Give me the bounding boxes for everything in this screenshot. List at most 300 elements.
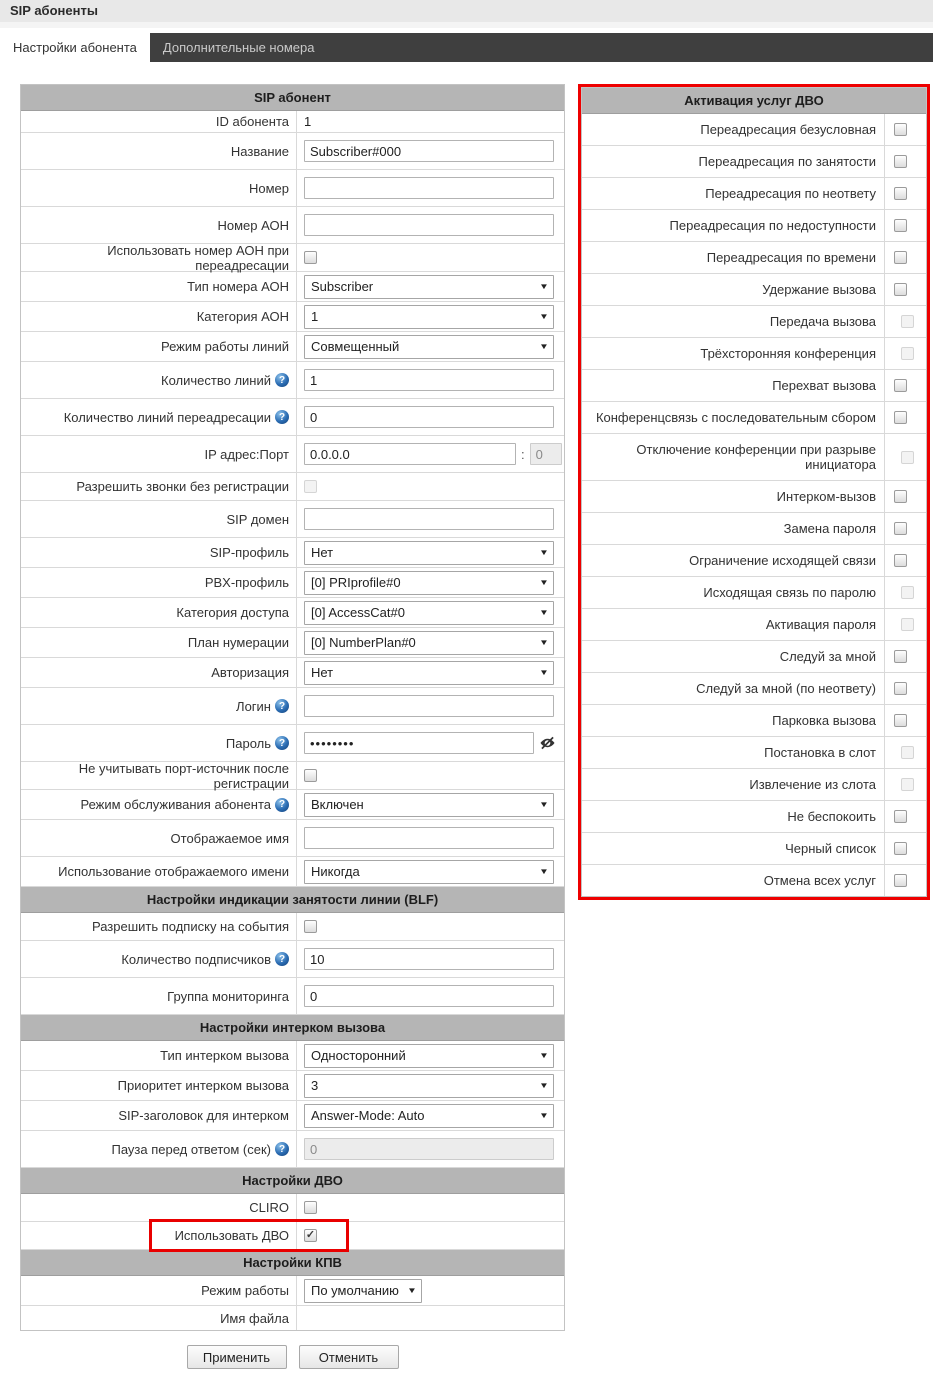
blacklist-label: Черный список: [582, 833, 885, 864]
authorization-select[interactable]: [304, 661, 554, 685]
conference-end-on-initiator-checkbox: [901, 451, 914, 464]
display-name-label: Отображаемое имя: [170, 830, 289, 846]
kpv-mode-label: Режим работы: [201, 1283, 289, 1298]
sip-subscriber-form: [20, 84, 565, 1331]
dvo-row-slot-retrieve: [582, 769, 926, 801]
cell-password-activation: [885, 609, 926, 640]
subscriber-count-label: Количество подписчиков: [121, 951, 271, 967]
answer-pause-label: Пауза перед ответом (сек): [111, 1141, 271, 1157]
form-row-file-name: [21, 1306, 564, 1330]
label-authorization: [21, 658, 297, 687]
field-authorization: [297, 658, 564, 687]
allow-event-subscription-checkbox[interactable]: [304, 920, 317, 933]
tab-additional-numbers[interactable]: Дополнительные номера: [162, 40, 315, 55]
answer-pause-input: [304, 1138, 554, 1160]
chevron-down-icon: ▼: [539, 312, 549, 321]
form-row-monitoring-group: [21, 978, 564, 1015]
chevron-down-icon: ▼: [539, 548, 549, 557]
cid-number-label: Номер АОН: [217, 217, 289, 233]
pbx-profile-label: PBX-профиль: [204, 575, 289, 590]
form-row-login: [21, 688, 564, 725]
numbering-plan-label: План нумерации: [187, 635, 289, 650]
cid-type-selected-value: Subscriber: [311, 279, 374, 294]
cid-type-select[interactable]: [304, 275, 554, 299]
dvo-row-blacklist: [582, 833, 926, 865]
cid-category-label: Категория АОН: [196, 309, 289, 324]
ip-port-label: IP адрес:Порт: [204, 446, 289, 462]
cf-time-checkbox[interactable]: [894, 251, 907, 264]
label-login: [21, 688, 297, 724]
field-kpv-mode: [297, 1276, 564, 1305]
forward-line-count-label: Количество линий переадресации: [63, 409, 271, 425]
dvo-row-outgoing-by-password: [582, 577, 926, 609]
file-name-label: Имя файла: [220, 1310, 289, 1326]
subscriber-name-label: Название: [230, 143, 289, 159]
access-category-selected-value: [0] AccessCat#0: [311, 605, 405, 620]
cell-intercom-call: [885, 481, 926, 512]
field-use-cid-on-forward: [297, 244, 564, 271]
field-intercom-type: [297, 1041, 564, 1070]
section-header-dvo-settings: Настройки ДВО: [21, 1168, 564, 1194]
sip-domain-input[interactable]: [304, 508, 554, 530]
dvo-row-call-pickup: [582, 370, 926, 402]
field-password: [297, 725, 564, 761]
serial-conference-label: Конференцсвязь с последовательным сбором: [582, 402, 885, 433]
cell-slot-retrieve: [885, 769, 926, 800]
form-row-kpv-mode: [21, 1276, 564, 1306]
cf-unavailable-checkbox[interactable]: [894, 219, 907, 232]
label-access-category: [21, 598, 297, 627]
cf-unconditional-label: Переадресация безусловная: [582, 114, 885, 145]
allow-unregistered-calls-label: Разрешить звонки без регистрации: [76, 479, 289, 494]
field-subscriber-count: [297, 941, 564, 977]
slot-retrieve-label: Извлечение из слота: [582, 769, 885, 800]
label-file-name: [21, 1306, 297, 1330]
line-mode-selected-value: Совмещенный: [311, 339, 400, 354]
label-number: [21, 170, 297, 206]
label-subscriber-count: [21, 941, 297, 977]
display-name-usage-selected-value: Никогда: [311, 864, 360, 879]
dvo-row-intercom-call: [582, 481, 926, 513]
access-category-select[interactable]: [304, 601, 554, 625]
cell-slot-put: [885, 737, 926, 768]
line-count-input[interactable]: [304, 369, 554, 391]
intercom-call-label: Интерком-вызов: [582, 481, 885, 512]
cell-cf-time: [885, 242, 926, 273]
service-mode-selected-value: Включен: [311, 797, 364, 812]
slot-retrieve-checkbox: [901, 778, 914, 791]
field-allow-unregistered-calls: [297, 473, 564, 500]
display-name-input[interactable]: [304, 827, 554, 849]
form-row-intercom-sip-header: [21, 1101, 564, 1131]
field-allow-event-subscription: [297, 913, 564, 940]
slot-put-checkbox: [901, 746, 914, 759]
label-cid-type: [21, 272, 297, 301]
field-monitoring-group: [297, 978, 564, 1014]
label-ip-port: [21, 436, 297, 472]
chevron-down-icon: ▼: [539, 668, 549, 677]
pbx-profile-select[interactable]: [304, 571, 554, 595]
form-row-number: [21, 170, 564, 207]
ignore-source-port-checkbox[interactable]: [304, 769, 317, 782]
blacklist-checkbox[interactable]: [894, 842, 907, 855]
call-transfer-label: Передача вызова: [582, 306, 885, 337]
allow-unregistered-calls-checkbox: [304, 480, 317, 493]
slot-put-label: Постановка в слот: [582, 737, 885, 768]
cid-category-selected-value: 1: [311, 309, 319, 324]
field-forward-line-count: [297, 399, 564, 435]
dvo-row-slot-put: [582, 737, 926, 769]
do-not-disturb-label: Не беспокоить: [582, 801, 885, 832]
form-row-sip-profile: [21, 538, 564, 568]
subscriber-id-label: ID абонента: [215, 114, 289, 129]
label-sip-domain: [21, 501, 297, 537]
intercom-priority-selected-value: 3: [311, 1078, 319, 1093]
field-line-count: [297, 362, 564, 398]
follow-me-no-answer-label: Следуй за мной (по неответу): [582, 673, 885, 704]
field-service-mode: [297, 790, 564, 819]
pbx-profile-selected-value: [0] PRIprofile#0: [311, 575, 401, 590]
form-row-pbx-profile: [21, 568, 564, 598]
field-pbx-profile: [297, 568, 564, 597]
form-row-password: [21, 725, 564, 762]
cell-call-parking: [885, 705, 926, 736]
form-row-allow-unregistered-calls: [21, 473, 564, 501]
label-numbering-plan: [21, 628, 297, 657]
label-cid-category: [21, 302, 297, 331]
intercom-sip-header-label: SIP-заголовок для интерком: [118, 1108, 289, 1123]
dvo-row-serial-conference: [582, 402, 926, 434]
intercom-type-label: Тип интерком вызова: [160, 1048, 289, 1063]
chevron-down-icon: ▼: [539, 800, 549, 809]
cell-do-not-disturb: [885, 801, 926, 832]
form-row-line-mode: [21, 332, 564, 362]
field-subscriber-id: [297, 111, 564, 132]
cid-type-label: Тип номера АОН: [187, 279, 289, 294]
use-dvo-checkbox[interactable]: [304, 1229, 317, 1242]
use-cid-on-forward-label: Использовать номер АОН при переадресации: [107, 242, 289, 273]
display-name-usage-select[interactable]: [304, 860, 554, 884]
form-row-access-category: [21, 598, 564, 628]
form-row-intercom-priority: [21, 1071, 564, 1101]
cf-no-answer-label: Переадресация по неответу: [582, 178, 885, 209]
label-service-mode: [21, 790, 297, 819]
dvo-services-header: Активация услуг ДВО: [582, 88, 926, 114]
access-category-label: Категория доступа: [176, 605, 289, 620]
help-icon[interactable]: ?: [275, 952, 289, 966]
cell-password-change: [885, 513, 926, 544]
form-row-subscriber-count: [21, 941, 564, 978]
outgoing-by-password-checkbox: [901, 586, 914, 599]
cell-conference-end-on-initiator: [885, 434, 926, 480]
subscriber-count-input[interactable]: [304, 948, 554, 970]
allow-event-subscription-label: Разрешить подписку на события: [91, 919, 289, 934]
form-row-line-count: [21, 362, 564, 399]
sip-profile-selected-value: Нет: [311, 545, 334, 560]
label-forward-line-count: [21, 399, 297, 435]
cell-cf-unavailable: [885, 210, 926, 241]
follow-me-label: Следуй за мной: [582, 641, 885, 672]
field-display-name-usage: [297, 857, 564, 886]
field-intercom-priority: [297, 1071, 564, 1100]
tab-bar: [0, 33, 933, 62]
intercom-priority-label: Приоритет интерком вызова: [117, 1078, 289, 1093]
form-row-subscriber-name: [21, 133, 564, 170]
sip-domain-label: SIP домен: [226, 511, 289, 527]
label-subscriber-id: [21, 111, 297, 132]
intercom-sip-header-selected-value: Answer-Mode: Auto: [311, 1108, 425, 1123]
service-mode-select[interactable]: [304, 793, 554, 817]
login-label: Логин: [236, 698, 271, 714]
intercom-sip-header-select[interactable]: [304, 1104, 554, 1128]
subscriber-settings-column: [20, 84, 565, 1383]
dvo-row-conference-end-on-initiator: [582, 434, 926, 481]
label-use-dvo: [21, 1222, 297, 1249]
chevron-down-icon: ▼: [539, 867, 549, 876]
number-label: Номер: [248, 180, 289, 196]
numbering-plan-selected-value: [0] NumberPlan#0: [311, 635, 416, 650]
dvo-row-password-activation: [582, 609, 926, 641]
kpv-mode-selected-value: По умолчанию: [311, 1283, 399, 1298]
cell-cf-busy: [885, 146, 926, 177]
cf-unconditional-checkbox[interactable]: [894, 123, 907, 136]
cell-outgoing-restriction: [885, 545, 926, 576]
cancel-all-services-checkbox[interactable]: [894, 874, 907, 887]
cliro-checkbox[interactable]: [304, 1201, 317, 1214]
form-row-display-name: [21, 820, 564, 857]
numbering-plan-select[interactable]: [304, 631, 554, 655]
cell-call-transfer: [885, 306, 926, 337]
section-header-sip-subscriber: SIP абонент: [21, 85, 564, 111]
password-activation-label: Активация пароля: [582, 609, 885, 640]
eye-slash-icon[interactable]: [539, 736, 556, 750]
cancel-button[interactable]: Отменить: [299, 1345, 399, 1369]
help-icon[interactable]: ?: [275, 798, 289, 812]
do-not-disturb-checkbox[interactable]: [894, 810, 907, 823]
form-row-allow-event-subscription: [21, 913, 564, 941]
dvo-row-call-parking: [582, 705, 926, 737]
help-icon[interactable]: ?: [275, 373, 289, 387]
call-hold-label: Удержание вызова: [582, 274, 885, 305]
conference-end-on-initiator-label: Отключение конференции при разрыве инициатора: [582, 434, 885, 480]
label-monitoring-group: [21, 978, 297, 1014]
dvo-services-column: [578, 84, 930, 900]
apply-button[interactable]: Применить: [187, 1345, 287, 1369]
forward-line-count-input[interactable]: [304, 406, 554, 428]
label-sip-profile: [21, 538, 297, 567]
call-parking-checkbox[interactable]: [894, 714, 907, 727]
dvo-row-follow-me-no-answer: [582, 673, 926, 705]
three-way-conference-label: Трёхсторонняя конференция: [582, 338, 885, 369]
form-row-cid-type: [21, 272, 564, 302]
colon-separator: :: [521, 446, 525, 462]
chevron-down-icon: ▼: [539, 1051, 549, 1060]
cf-busy-checkbox[interactable]: [894, 155, 907, 168]
dvo-services-table: [581, 87, 927, 897]
field-number: [297, 170, 564, 206]
outgoing-restriction-checkbox[interactable]: [894, 554, 907, 567]
chevron-down-icon: ▼: [539, 1111, 549, 1120]
label-intercom-sip-header: [21, 1101, 297, 1130]
dvo-row-cancel-all-services: [582, 865, 926, 896]
form-row-numbering-plan: [21, 628, 564, 658]
cf-time-label: Переадресация по времени: [582, 242, 885, 273]
help-icon[interactable]: ?: [275, 410, 289, 424]
field-sip-domain: [297, 501, 564, 537]
display-name-usage-label: Использование отображаемого имени: [58, 864, 289, 879]
cid-category-select[interactable]: [304, 305, 554, 329]
dvo-row-call-hold: [582, 274, 926, 306]
label-line-count: [21, 362, 297, 398]
chevron-down-icon: ▼: [539, 578, 549, 587]
intercom-call-checkbox[interactable]: [894, 490, 907, 503]
form-row-intercom-type: [21, 1041, 564, 1071]
cf-no-answer-checkbox[interactable]: [894, 187, 907, 200]
form-row-display-name-usage: [21, 857, 564, 887]
dvo-row-do-not-disturb: [582, 801, 926, 833]
label-line-mode: [21, 332, 297, 361]
authorization-label: Авторизация: [211, 665, 289, 680]
cancel-all-services-label: Отмена всех услуг: [582, 865, 885, 896]
follow-me-no-answer-checkbox[interactable]: [894, 682, 907, 695]
form-row-use-dvo: [21, 1222, 564, 1250]
call-transfer-checkbox: [901, 315, 914, 328]
line-count-label: Количество линий: [161, 372, 271, 388]
password-activation-checkbox: [901, 618, 914, 631]
cf-unavailable-label: Переадресация по недоступности: [582, 210, 885, 241]
field-file-name: [297, 1306, 564, 1330]
content-area: [0, 62, 933, 1383]
dvo-row-cf-unconditional: [582, 114, 926, 146]
label-pbx-profile: [21, 568, 297, 597]
password-change-checkbox[interactable]: [894, 522, 907, 535]
label-subscriber-name: [21, 133, 297, 169]
call-hold-checkbox[interactable]: [894, 283, 907, 296]
cell-follow-me-no-answer: [885, 673, 926, 704]
field-cliro: [297, 1194, 564, 1221]
dvo-row-cf-unavailable: [582, 210, 926, 242]
three-way-conference-checkbox: [901, 347, 914, 360]
number-input[interactable]: [304, 177, 554, 199]
serial-conference-checkbox[interactable]: [894, 411, 907, 424]
authorization-selected-value: Нет: [311, 665, 334, 680]
field-subscriber-name: [297, 133, 564, 169]
call-pickup-label: Перехват вызова: [582, 370, 885, 401]
label-password: [21, 725, 297, 761]
titlebar-strip: [0, 22, 933, 28]
cell-cf-unconditional: [885, 114, 926, 145]
dvo-row-call-transfer: [582, 306, 926, 338]
help-icon[interactable]: ?: [275, 1142, 289, 1156]
chevron-down-icon: ▼: [407, 1286, 417, 1295]
cell-call-hold: [885, 274, 926, 305]
field-sip-profile: [297, 538, 564, 567]
subscriber-name-input[interactable]: [304, 140, 554, 162]
form-row-cid-number: [21, 207, 564, 244]
cell-cf-no-answer: [885, 178, 926, 209]
label-display-name-usage: [21, 857, 297, 886]
ip-port-address-input[interactable]: [304, 443, 516, 465]
dvo-services-highlight-frame: [578, 84, 930, 900]
field-intercom-sip-header: [297, 1101, 564, 1130]
use-cid-on-forward-checkbox[interactable]: [304, 251, 317, 264]
outgoing-by-password-label: Исходящая связь по паролю: [582, 577, 885, 608]
cid-number-input[interactable]: [304, 214, 554, 236]
cliro-label: CLIRO: [249, 1200, 289, 1215]
form-actions: [20, 1345, 565, 1383]
follow-me-checkbox[interactable]: [894, 650, 907, 663]
dvo-row-outgoing-restriction: [582, 545, 926, 577]
section-header-blf-settings: Настройки индикации занятости линии (BLF): [21, 887, 564, 913]
monitoring-group-label: Группа мониторинга: [167, 988, 289, 1004]
field-cid-number: [297, 207, 564, 243]
cell-cancel-all-services: [885, 865, 926, 896]
monitoring-group-input[interactable]: [304, 985, 554, 1007]
help-icon[interactable]: ?: [275, 736, 289, 750]
line-mode-select[interactable]: [304, 335, 554, 359]
form-row-use-cid-on-forward: [21, 244, 564, 272]
help-icon[interactable]: ?: [275, 699, 289, 713]
kpv-mode-select[interactable]: [304, 1279, 422, 1303]
cell-outgoing-by-password: [885, 577, 926, 608]
chevron-down-icon: ▼: [539, 1081, 549, 1090]
field-numbering-plan: [297, 628, 564, 657]
cell-serial-conference: [885, 402, 926, 433]
call-pickup-checkbox[interactable]: [894, 379, 907, 392]
label-use-cid-on-forward: [21, 244, 297, 271]
password-input[interactable]: [304, 732, 534, 754]
dvo-row-follow-me: [582, 641, 926, 673]
outgoing-restriction-label: Ограничение исходящей связи: [582, 545, 885, 576]
section-header-kpv-settings: Настройки КПВ: [21, 1250, 564, 1276]
label-kpv-mode: [21, 1276, 297, 1305]
form-row-subscriber-id: [21, 111, 564, 133]
cf-busy-label: Переадресация по занятости: [582, 146, 885, 177]
chevron-down-icon: ▼: [539, 638, 549, 647]
service-mode-label: Режим обслуживания абонента: [80, 797, 271, 812]
ip-port-port-input: [530, 443, 562, 465]
password-change-label: Замена пароля: [582, 513, 885, 544]
dvo-row-three-way-conference: [582, 338, 926, 370]
cell-follow-me: [885, 641, 926, 672]
field-ignore-source-port: [297, 762, 564, 789]
use-dvo-label: Использовать ДВО: [174, 1228, 289, 1243]
label-intercom-type: [21, 1041, 297, 1070]
field-display-name: [297, 820, 564, 856]
login-input[interactable]: [304, 695, 554, 717]
cell-blacklist: [885, 833, 926, 864]
tab-subscriber-settings[interactable]: Настройки абонента: [0, 33, 150, 62]
intercom-type-select[interactable]: [304, 1044, 554, 1068]
chevron-down-icon: ▼: [539, 608, 549, 617]
cell-call-pickup: [885, 370, 926, 401]
ignore-source-port-label: Не учитывать порт-источник после регистрации: [78, 760, 289, 791]
chevron-down-icon: ▼: [539, 282, 549, 291]
form-row-forward-line-count: [21, 399, 564, 436]
field-access-category: [297, 598, 564, 627]
intercom-priority-select[interactable]: [304, 1074, 554, 1098]
field-use-dvo: [297, 1222, 564, 1249]
label-intercom-priority: [21, 1071, 297, 1100]
sip-profile-select[interactable]: [304, 541, 554, 565]
field-ip-port: [297, 436, 569, 472]
form-row-cid-category: [21, 302, 564, 332]
label-cliro: [21, 1194, 297, 1221]
chevron-down-icon: ▼: [539, 342, 549, 351]
line-mode-label: Режим работы линий: [160, 339, 289, 354]
subscriber-id-value: 1: [304, 114, 312, 129]
sip-profile-label: SIP-профиль: [209, 545, 289, 560]
